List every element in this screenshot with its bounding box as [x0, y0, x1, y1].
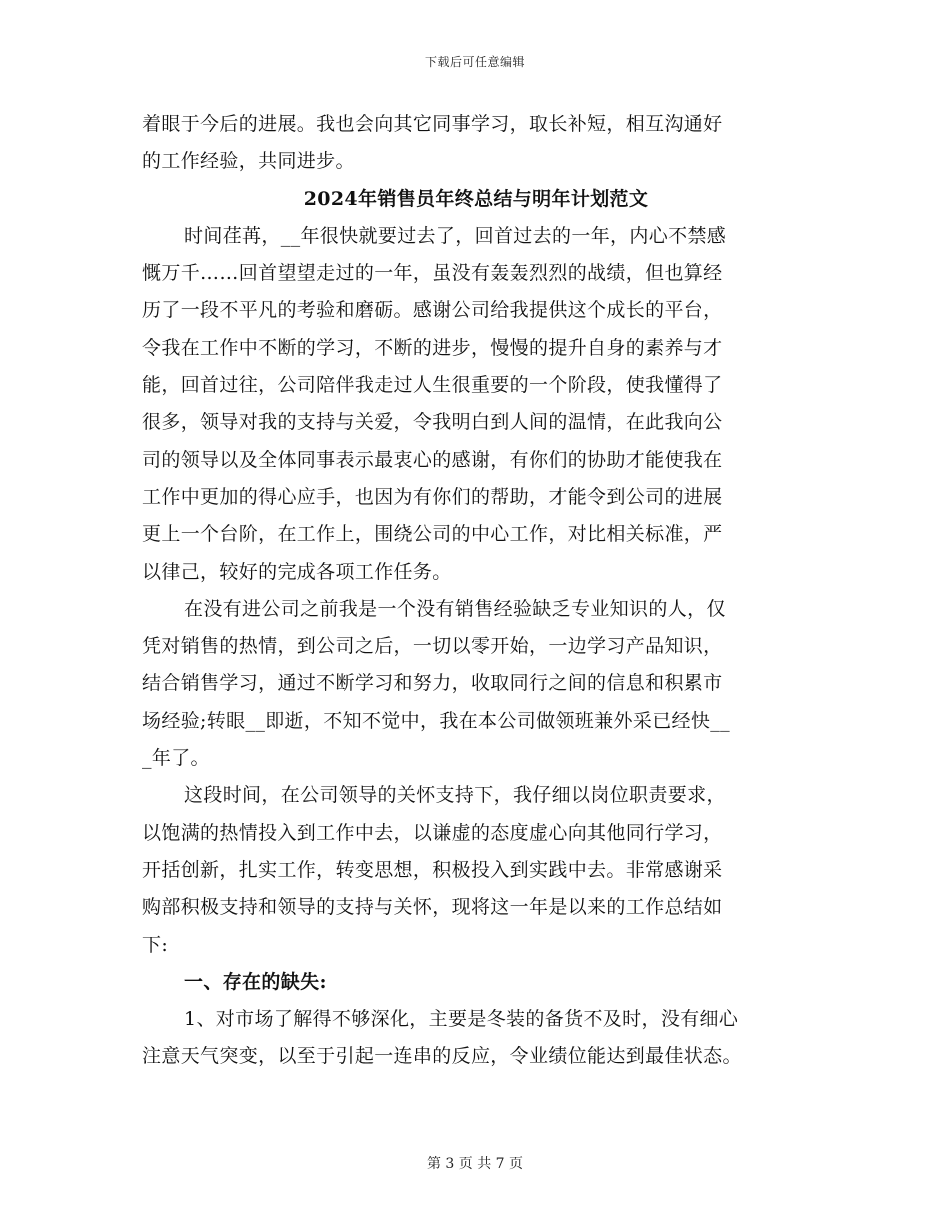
section-heading: 一、存在的缺失: [184, 970, 327, 993]
body-line: 下: [142, 933, 169, 956]
body-line: 司的领导以及全体同事表示最衷心的感谢，有你们的协助才能使我在 [142, 448, 723, 471]
body-line: _年了。 [142, 747, 210, 770]
body-line: 结合销售学习，通过不断学习和努力，收取同行之间的信息和积累市 [142, 672, 723, 695]
body-line: 历了一段不平凡的考验和磨砺。感谢公司给我提供这个成长的平台， [142, 299, 723, 322]
body-line: 更上一个台阶，在工作上，围绕公司的中心工作，对比相关标准，严 [142, 523, 723, 546]
paragraph-start-line: 1、对市场了解得不够深化，主要是冬装的备货不及时，没有细心 [184, 1008, 739, 1031]
body-line: 着眼于今后的进展。我也会向其它同事学习，取长补短，相互沟通好 [142, 113, 723, 135]
body-line: 开括创新，扎实工作，转变思想，积极投入到实践中去。非常感谢采 [142, 858, 723, 881]
body-line: 场经验;转眼__即逝，不知不觉中，我在本公司做领班兼外采已经快__ [142, 709, 730, 732]
body-line: 令我在工作中不断的学习，不断的进步，慢慢的提升自身的素养与才 [142, 336, 723, 359]
body-line: 以律己，较好的完成各项工作任务。 [142, 560, 452, 583]
body-line: 凭对销售的热情，到公司之后，一切以零开始，一边学习产品知识， [142, 635, 723, 658]
document-title: 2024年销售员年终总结与明年计划范文 [303, 187, 649, 210]
body-line: 以饱满的热情投入到工作中去，以谦虚的态度虚心向其他同行学习， [142, 821, 723, 844]
document-body [142, 106, 810, 1076]
body-line: 很多，领导对我的支持与关爱，令我明白到人间的温情，在此我向公 [142, 411, 723, 434]
body-line: 的工作经验，共同进步。 [142, 150, 355, 173]
paragraph-start-line: 在没有进公司之前我是一个没有销售经验缺乏专业知识的人，仅 [184, 597, 726, 620]
paragraph-start-line: 这段时间，在公司领导的关怀支持下，我仔细以岗位职责要求， [184, 784, 726, 807]
body-line: 慨万千……回首望望走过的一年，虽没有轰轰烈烈的战绩，但也算经 [142, 262, 723, 285]
body-line: 注意天气突变，以至于引起一连串的反应，令业绩位能达到最佳状态。 [142, 1045, 742, 1068]
body-line: 能，回首过往，公司陪伴我走过人生很重要的一个阶段，使我懂得了 [142, 374, 723, 397]
body-line: 购部积极支持和领导的支持与关怀，现将这一年是以来的工作总结如 [142, 896, 723, 919]
page-header: 下载后可任意编辑 [424, 55, 525, 69]
page-footer: 第 3 页 共 7 页 [426, 1156, 524, 1172]
body-line: 工作中更加的得心应手，也因为有你们的帮助，才能令到公司的进展 [142, 485, 723, 508]
paragraph-start-line: 时间荏苒，__年很快就要过去了，回首过去的一年，内心不禁感 [184, 224, 727, 247]
